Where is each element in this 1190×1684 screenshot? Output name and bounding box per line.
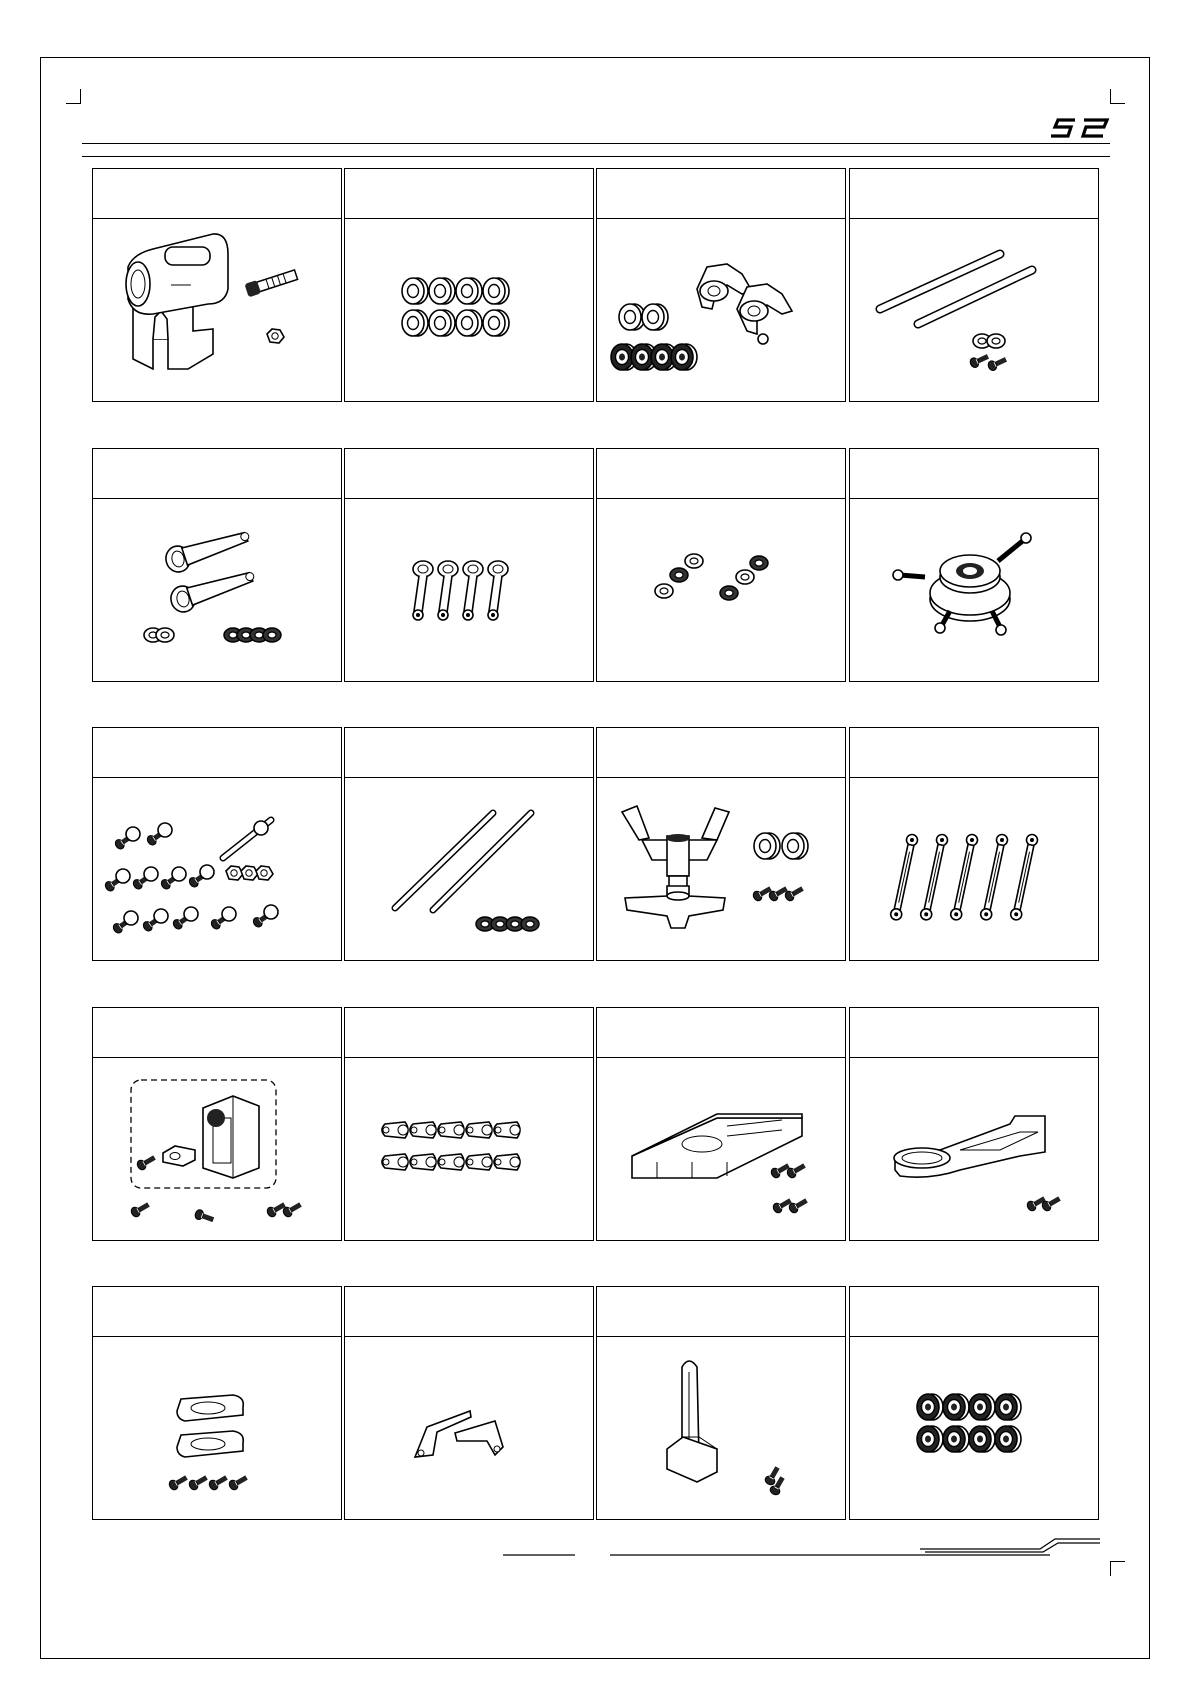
part-cell [344,1007,594,1241]
feathering-shafts-icon [850,219,1097,400]
part-cell-header [597,1287,845,1337]
gaskets-icon [93,1337,340,1518]
link-arms-icon [345,499,592,680]
servo-mount-icon [93,1058,340,1239]
part-cell-header [345,169,593,219]
page-number [1049,116,1111,140]
part-cell [849,448,1099,682]
crop-mark-top-left [66,89,81,104]
part-cell [92,727,342,961]
crop-mark-bottom-right [1110,1561,1125,1576]
part-cell [596,1286,846,1520]
bearing-block-icon [597,778,844,959]
swashplate-icon [850,499,1097,680]
header-rule-bottom [82,156,1110,157]
part-cell [344,448,594,682]
ball-links-icon [93,778,340,959]
part-cell [344,727,594,961]
part-cell [344,168,594,402]
bearings-icon [345,219,592,400]
part-cell [596,168,846,402]
washout-arms-icon [93,499,340,680]
part-cell [596,727,846,961]
part-cell-header [597,449,845,499]
part-cell-header [345,449,593,499]
support-stand-icon [597,1337,844,1518]
part-cell [92,448,342,682]
part-cell-header [850,1287,1098,1337]
part-cell-header [597,1008,845,1058]
part-cell-header [93,1008,341,1058]
part-cell-header [93,169,341,219]
part-cell-header [345,1287,593,1337]
svg-text:════: ════ [171,282,191,289]
frame-plate-icon [597,1058,844,1239]
part-cell-header [597,728,845,778]
main-rotor-hub-icon [93,219,340,400]
part-cell-header [850,1008,1098,1058]
servo-horns-icon [345,1058,592,1239]
part-cell-header [345,728,593,778]
part-cell-header [345,1008,593,1058]
linkage-rods-icon [850,778,1097,959]
part-cell [92,1007,342,1241]
part-cell-header [850,449,1098,499]
part-cell [596,448,846,682]
part-cell [849,727,1099,961]
tail-boom-mount-icon [850,1058,1097,1239]
part-cell-header [93,728,341,778]
part-cell [849,168,1099,402]
footer-rules [495,1535,1105,1559]
pushrods-icon [345,778,592,959]
bearing-set-icon [850,1337,1097,1518]
header-rule-top [82,143,1110,144]
part-cell-header [850,169,1098,219]
part-cell [849,1007,1099,1241]
part-cell-header [850,728,1098,778]
part-cell [344,1286,594,1520]
part-cell [596,1007,846,1241]
brackets-icon [345,1337,592,1518]
part-cell [849,1286,1099,1520]
part-cell [92,168,342,402]
crop-mark-top-right [1110,89,1125,104]
page-number-glyphs [1049,116,1111,140]
part-cell-header [93,1287,341,1337]
part-cell-header [597,169,845,219]
blade-grips-icon [597,219,844,400]
washers-icon [597,499,844,680]
part-cell [92,1286,342,1520]
part-cell-header [93,449,341,499]
